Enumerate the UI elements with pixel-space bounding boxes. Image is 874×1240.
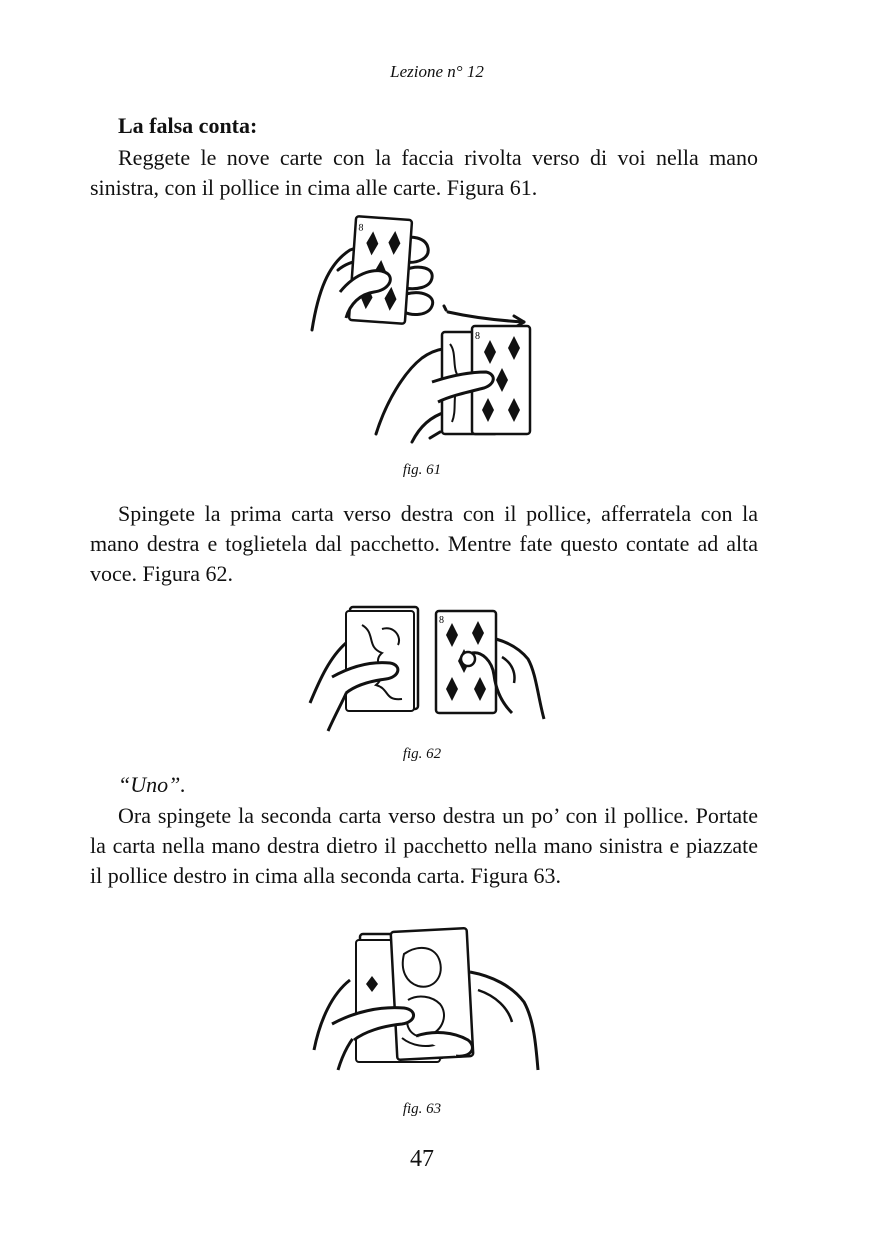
figure-61-illustration	[300, 212, 540, 452]
svg-text:8: 8	[475, 331, 480, 342]
svg-text:8: 8	[439, 615, 444, 626]
figure-62-caption: fig. 62	[402, 746, 442, 762]
counting-quote: “Uno”.	[118, 772, 186, 797]
card-rank-label: 8	[357, 222, 364, 234]
figure-62-illustration	[306, 603, 546, 735]
figure-63-illustration	[308, 920, 542, 1076]
paragraph-3: Ora spingete la seconda carta verso destra un po’ con il pollice. Portate la carta nella mano destra dietro il pacchetto nella mano sinistra e piazzate il pollice destro in cima alla seconda carta. Figura 63.	[90, 803, 758, 888]
section-heading: La falsa conta:	[118, 113, 258, 138]
figure-61-caption: fig. 61	[402, 462, 442, 478]
figure-63-caption: fig. 63	[402, 1101, 442, 1117]
running-header: Lezione n° 12	[390, 62, 484, 81]
page-number: 47	[410, 1146, 434, 1172]
paragraph-2: Spingete la prima carta verso destra con il pollice, afferratela con la mano destra e toglietela dal pacchetto. Mentre fate questo contate ad alta voce. Figura 62.	[90, 501, 758, 586]
paragraph-1: Reggete le nove carte con la faccia rivolta verso di voi nella mano sinistra, con il pollice in cima alle carte. Figura 61.	[90, 145, 758, 200]
